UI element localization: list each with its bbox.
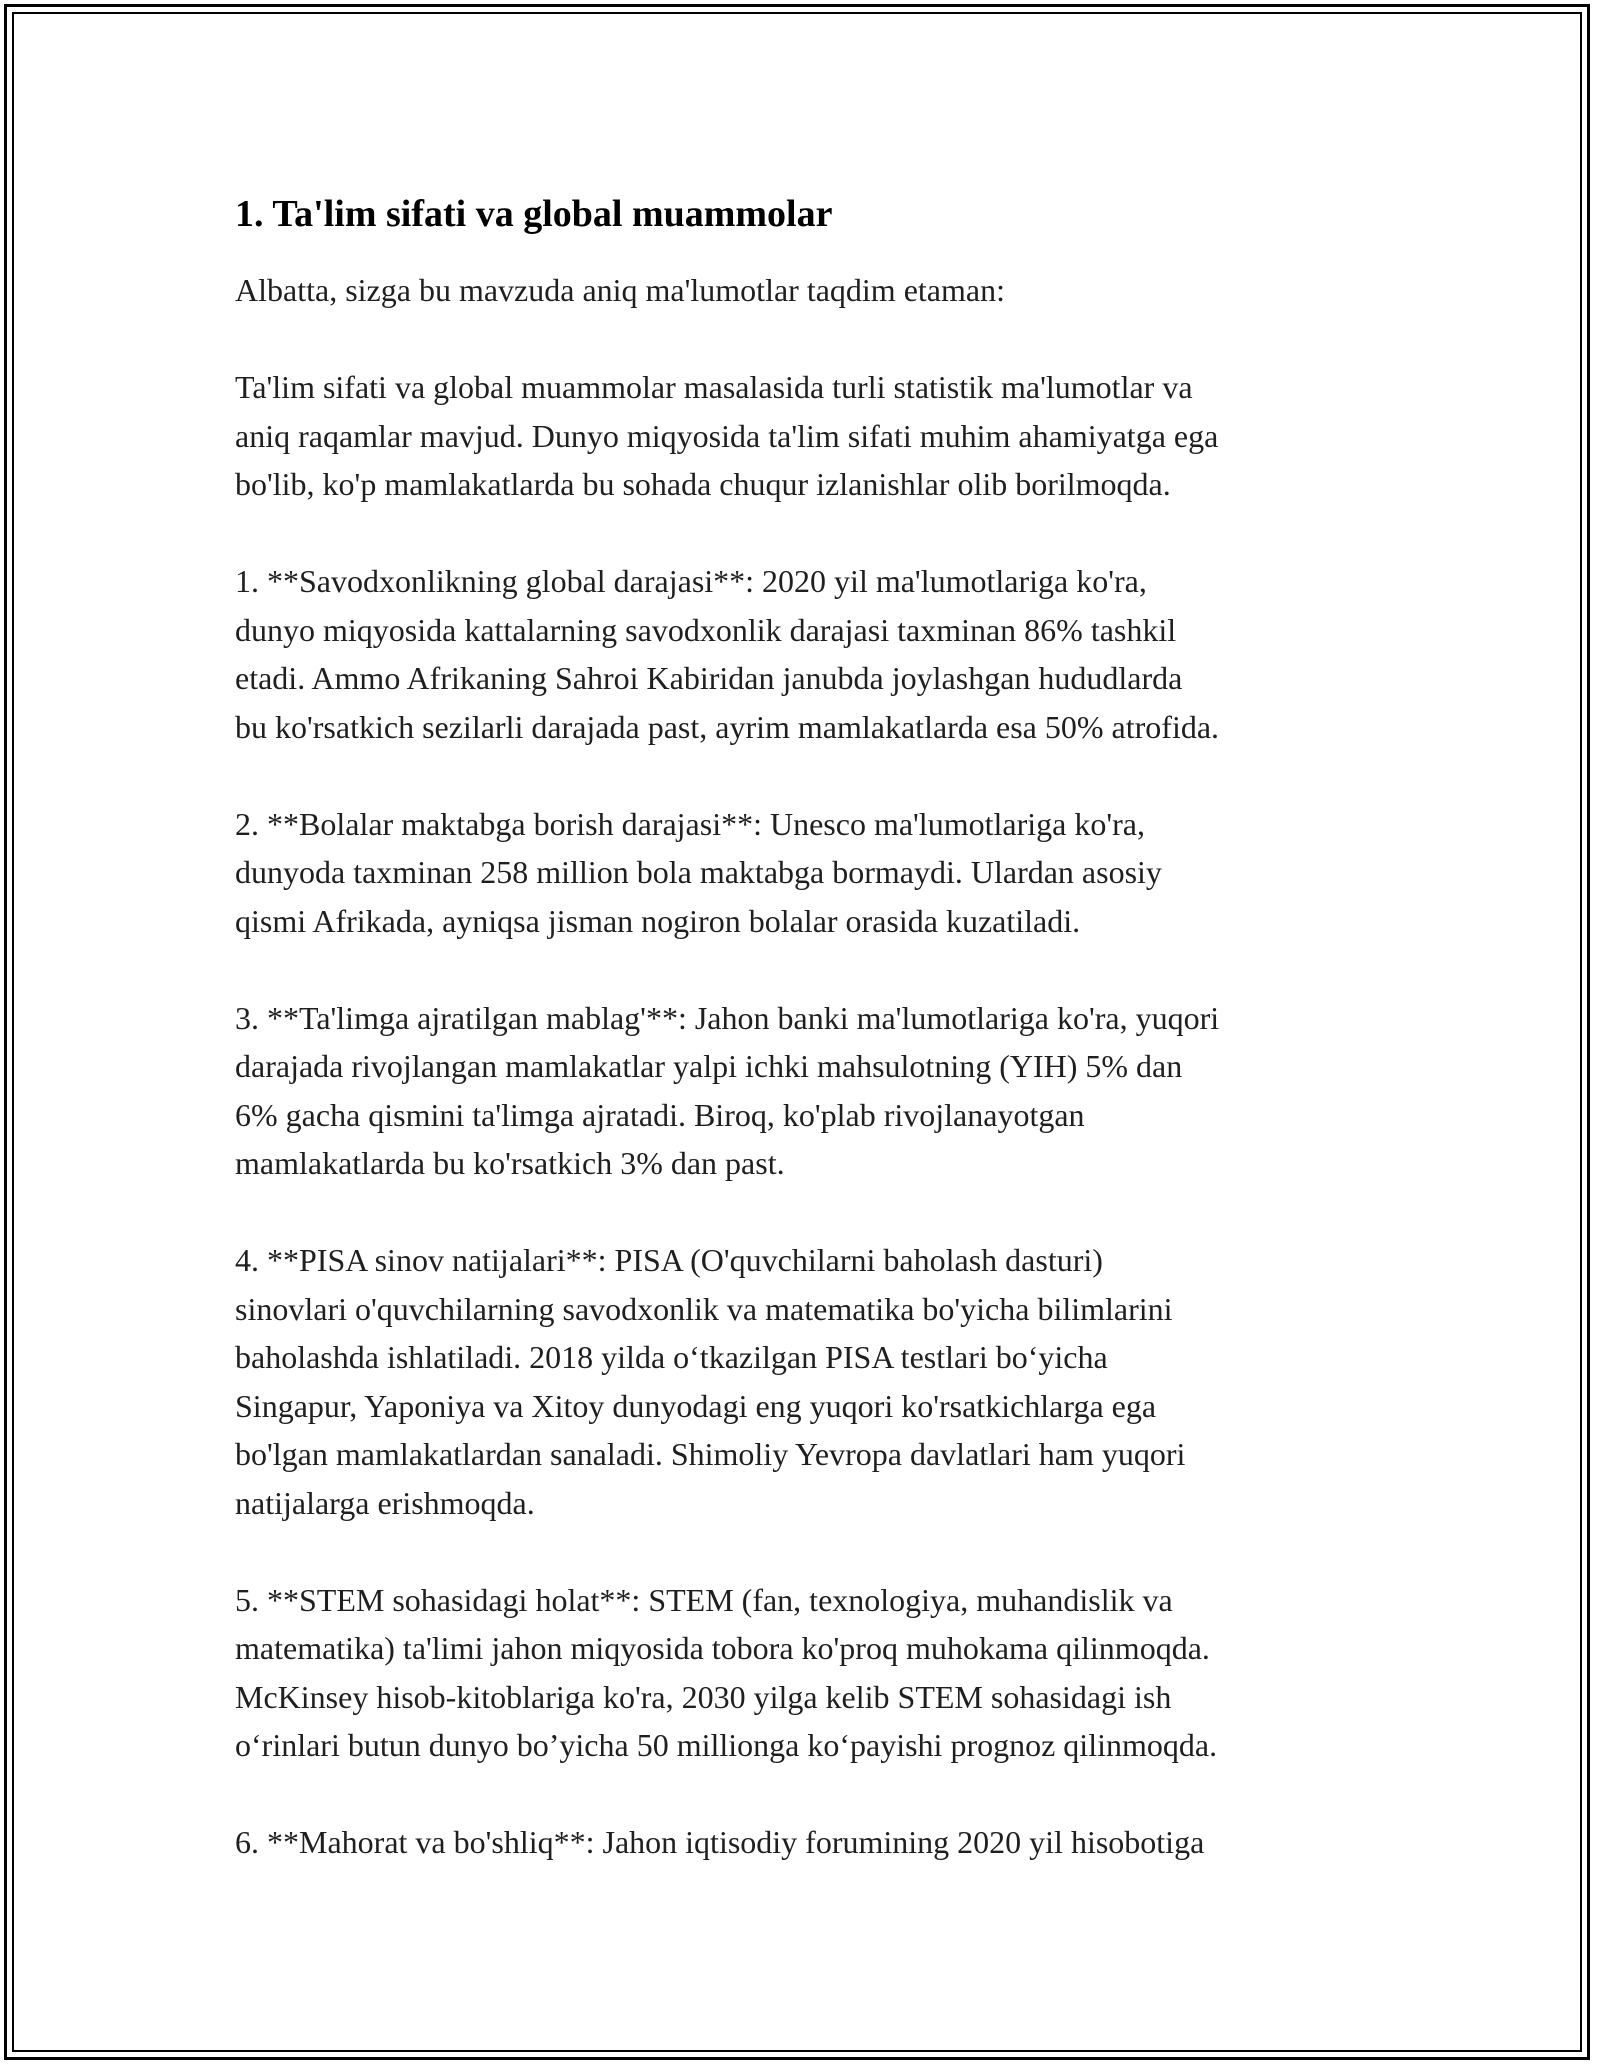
text-line: 6. **Mahorat va bo'shliq**: Jahon iqtisodiy forumining 2020 yil hisobotiga (235, 1824, 1205, 1860)
document-body (235, 186, 1385, 1915)
text-line: bo'lib, ko'p mamlakatlarda bu sohada chuqur izlanishlar olib borilmoqda. (235, 466, 1171, 502)
paragraph (235, 1818, 1385, 1867)
text-line: 2. **Bolalar maktabga borish darajasi**: Unesco ma'lumotlariga ko'ra, (235, 805, 1145, 842)
text-line: darajada rivojlangan mamlakatlar yalpi ichki mahsulotning (YIH) 5% dan (235, 1048, 1183, 1084)
text-line: bo'lgan mamlakatlardan sanaladi. Shimoliy Yevropa davlatlari ham yuqori (235, 1436, 1186, 1472)
text-line: 6% gacha qismini ta'limga ajratadi. Biroq, ko'plab rivojlanayotgan (235, 1096, 1085, 1133)
paragraph (235, 266, 1385, 315)
text-line: Albatta, sizga bu mavzuda aniq ma'lumotlar taqdim etaman: (235, 272, 1005, 308)
text-line: 3. **Ta'limga ajratilgan mablag'**: Jahon banki ma'lumotlariga ko'ra, yuqori (235, 999, 1220, 1036)
text-line: o‘rinlari butun dunyo bo’yicha 50 millionga ko‘payishi prognoz qilinmoqda. (235, 1727, 1218, 1763)
paragraph (235, 800, 1385, 946)
text-line: 1. **Savodxonlikning global darajasi**: 2020 yil ma'lumotlariga ko'ra, (235, 563, 1147, 599)
text-line: natijalarga erishmoqda. (235, 1484, 535, 1521)
paragraph (235, 363, 1385, 509)
text-line: Ta'lim sifati va global muammolar masalasida turli statistik ma'lumotlar va (235, 369, 1193, 405)
text-line: sinovlari o'quvchilarning savodxonlik va matematika bo'yicha bilimlarini (235, 1290, 1173, 1327)
text-line: bu ko'rsatkich sezilarli darajada past, ayrim mamlakatlarda esa 50% atrofida. (235, 708, 1220, 745)
paragraph (235, 557, 1385, 751)
text-line: dunyoda taxminan 258 million bola maktabga bormaydi. Ulardan asosiy (235, 854, 1162, 890)
text-line: matematika) ta'limi jahon miqyosida tobora ko'proq muhokama qilinmoqda. (235, 1630, 1210, 1666)
text-line: Singapur, Yaponiya va Xitoy dunyodagi eng yuqori ko'rsatkichlarga ega (235, 1387, 1157, 1424)
text-line: 5. **STEM sohasidagi holat**: STEM (fan, texnologiya, muhandislik va (235, 1581, 1173, 1618)
paragraph (235, 994, 1385, 1188)
text-line: dunyo miqyosida kattalarning savodxonlik darajasi taxminan 86% tashkil (235, 611, 1177, 648)
paragraph (235, 1236, 1385, 1527)
text-line: aniq raqamlar mavjud. Dunyo miqyosida ta'lim sifati muhim ahamiyatga ega (235, 417, 1219, 454)
text-line: qismi Afrikada, ayniqsa jisman nogiron bolalar orasida kuzatiladi. (235, 902, 1081, 939)
text-line: McKinsey hisob-kitoblariga ko'ra, 2030 yilga kelib STEM sohasidagi ish (235, 1678, 1172, 1715)
text-line: etadi. Ammo Afrikaning Sahroi Kabiridan janubda joylashgan hududlarda (235, 660, 1183, 696)
text-line: mamlakatlarda bu ko'rsatkich 3% dan past. (235, 1145, 785, 1181)
paragraph (235, 1576, 1385, 1770)
document-heading: 1. Ta'lim sifati va global muammolar (235, 193, 833, 235)
paragraph-list (235, 266, 1385, 1867)
text-line: baholashda ishlatiladi. 2018 yilda o‘tkazilgan PISA testlari bo‘yicha (235, 1339, 1108, 1375)
text-line: 4. **PISA sinov natijalari**: PISA (O'quvchilarni baholash dasturi) (235, 1242, 1103, 1278)
